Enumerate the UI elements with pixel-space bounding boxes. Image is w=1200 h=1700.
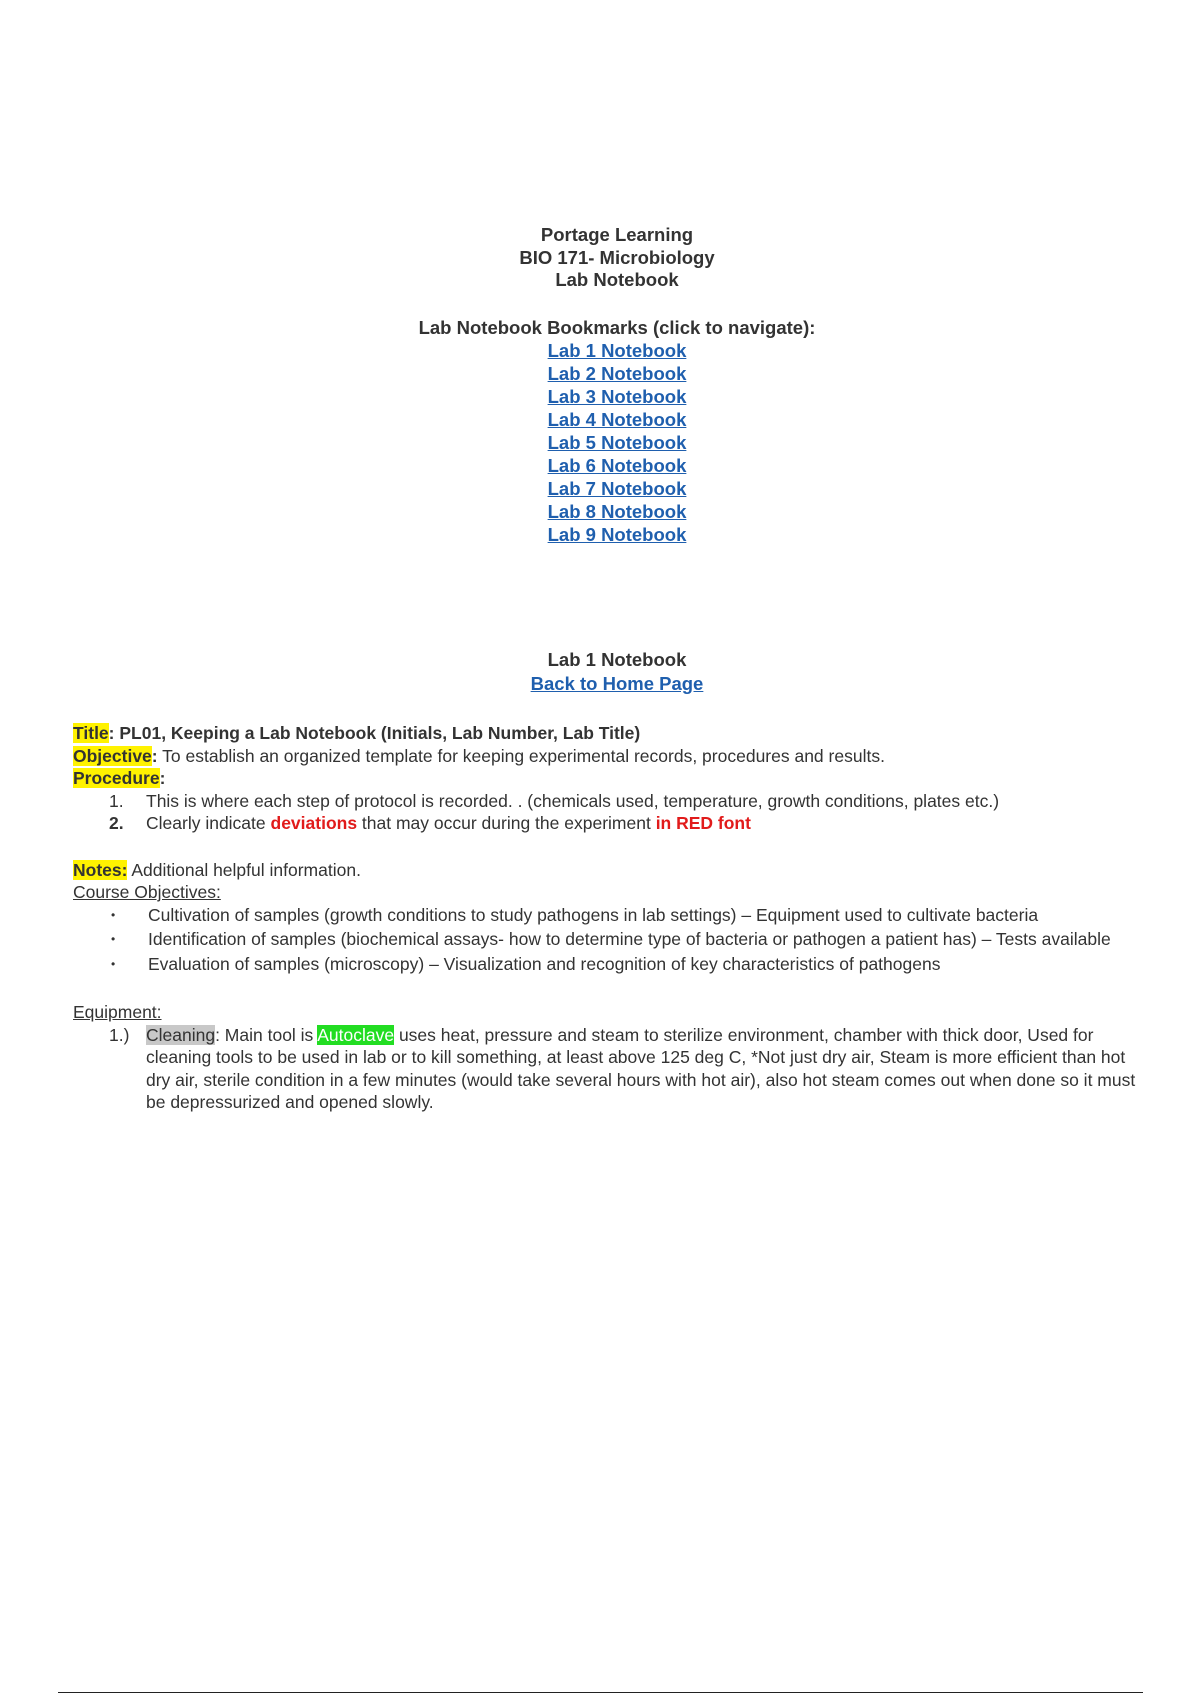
bookmark-link-lab-5[interactable]: Lab 5 Notebook [547, 432, 687, 453]
bookmark-link-lab-4[interactable]: Lab 4 Notebook [547, 409, 687, 430]
bookmarks-section [0, 316, 1200, 546]
bookmark-link-lab-7[interactable]: Lab 7 Notebook [547, 478, 687, 499]
equipment-label: Equipment: [73, 1002, 162, 1022]
deviations-text: deviations [270, 813, 358, 833]
objective-item-text: Cultivation of samples (growth conditions to study pathogens in lab settings) – Equipment used to cultivate bacteria [148, 904, 1039, 925]
procedure-item-text-part: Clearly indicate [146, 813, 271, 833]
bullet-icon: • [111, 907, 116, 922]
procedure-item-text: This is where each step of protocol is recorded. . (chemicals used, temperature, growth conditions, plates etc.) [146, 790, 1000, 811]
lab1-content [73, 722, 1153, 1114]
header-institution: Portage Learning [540, 224, 694, 245]
bookmark-link-lab-6[interactable]: Lab 6 Notebook [547, 455, 687, 476]
course-objectives-line [73, 881, 1153, 904]
bookmark-link-lab-1[interactable]: Lab 1 Notebook [547, 340, 687, 361]
procedure-number: 2. [109, 813, 124, 833]
procedure-item-2 [109, 812, 1153, 835]
objective-item [109, 928, 1153, 951]
procedure-colon: : [159, 768, 166, 788]
objective-item-text: Evaluation of samples (microscopy) – Visualization and recognition of key characteristics of pathogens [148, 953, 941, 974]
equipment-item-text [146, 1024, 1153, 1114]
title-label: Title [73, 723, 109, 743]
equipment-text-part: : Main tool is [215, 1024, 318, 1045]
equipment-number: 1.) [109, 1024, 130, 1045]
bookmark-link-lab-8[interactable]: Lab 8 Notebook [547, 501, 687, 522]
lab1-heading: Lab 1 Notebook [547, 649, 687, 670]
notes-text: Additional helpful information. [127, 859, 361, 880]
bullet-icon: • [111, 932, 116, 946]
procedure-item-1 [109, 790, 1153, 813]
procedure-line [73, 767, 1153, 790]
objective-colon: : [151, 745, 158, 766]
bullet-icon: • [111, 956, 116, 971]
procedure-item-text-part: that may occur during the experiment [357, 813, 656, 833]
objective-item [109, 904, 1153, 927]
cleaning-highlight: Cleaning [146, 1024, 216, 1045]
spacer [73, 835, 1153, 859]
objective-label: Objective [73, 745, 152, 766]
bookmarks-title: Lab Notebook Bookmarks (click to navigate): [418, 317, 816, 338]
document-header [0, 224, 1200, 292]
equipment-item-1 [109, 1024, 1153, 1114]
back-to-home-link[interactable]: Back to Home Page [530, 672, 704, 694]
course-objectives-label: Course Objectives: [73, 882, 221, 902]
bookmark-link-lab-9[interactable]: Lab 9 Notebook [547, 524, 687, 545]
header-course: BIO 171- Microbiology [519, 246, 715, 268]
title-value: : PL01, Keeping a Lab Notebook (Initials, Lab Number, Lab Title) [108, 723, 641, 743]
autoclave-highlight: Autoclave [317, 1024, 395, 1045]
notes-label: Notes: [73, 859, 128, 880]
header-doc-title: Lab Notebook [555, 269, 679, 290]
objective-item-text: Identification of samples (biochemical assays- how to determine type of bacteria or pathogen a patient has) – Tests available [148, 929, 1111, 949]
notes-line [73, 859, 1153, 882]
equipment-text-part: uses heat, pressure and steam to sterilize environment, chamber with thick door, Used for cleaning tools to be used in lab or to kill something, at least above 125 deg C, *Not just dry air, Steam is more efficient than hot dry air, sterile condition in a few minutes (would take several hours with hot air), also hot steam comes out when done so it must be depressurized and opened slowly. [146, 1024, 1136, 1112]
lab1-heading-block [0, 648, 1200, 695]
page-bottom-rule [58, 1692, 1143, 1693]
objective-line [73, 745, 1153, 768]
procedure-item-text [146, 812, 751, 835]
spacer [73, 977, 1153, 1001]
objective-item [109, 953, 1153, 976]
bookmark-link-lab-2[interactable]: Lab 2 Notebook [547, 363, 687, 384]
title-line [73, 722, 1153, 745]
procedure-number: 1. [109, 790, 124, 811]
red-font-text: in RED font [655, 813, 751, 833]
bookmark-link-lab-3[interactable]: Lab 3 Notebook [547, 386, 687, 407]
objective-text: To establish an organized template for keeping experimental records, procedures and results. [157, 745, 885, 766]
equipment-line [73, 1001, 1153, 1024]
procedure-label: Procedure [73, 768, 160, 788]
